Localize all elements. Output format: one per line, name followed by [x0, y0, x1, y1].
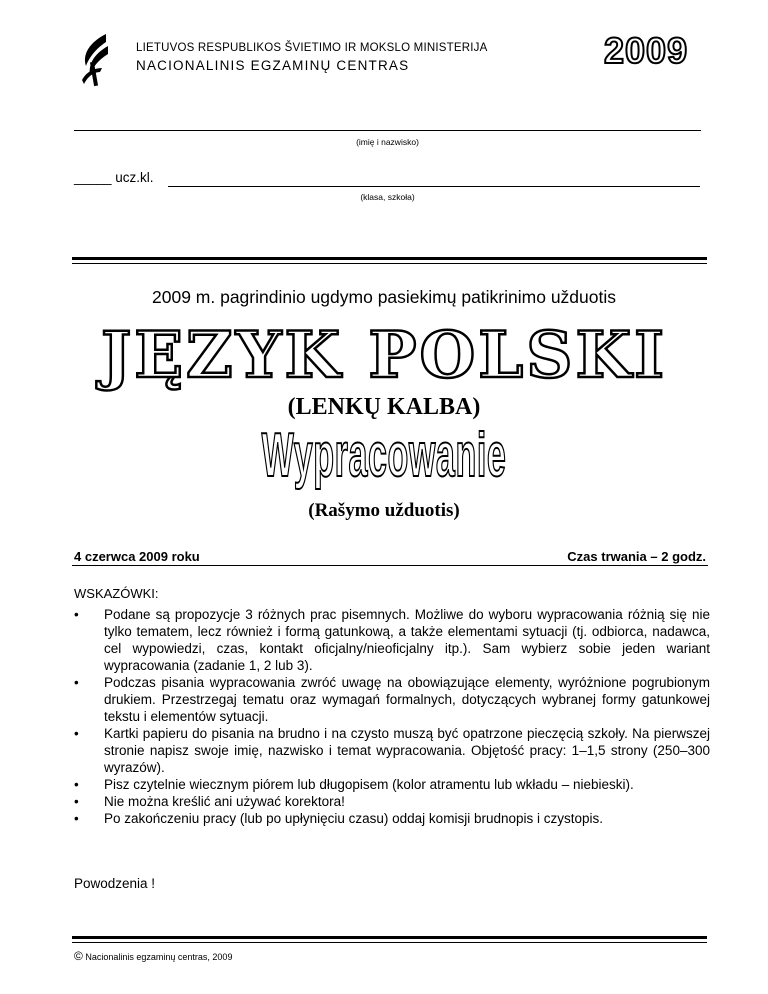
exam-subtitle: 2009 m. pagrindinio ugdymo pasiekimų patikrinimo užduotis: [152, 287, 616, 307]
class-prefix: _____ ucz.kl.: [74, 170, 154, 185]
task-type-lithuanian: (Rašymo užduotis): [308, 500, 460, 521]
bullet-icon: •: [74, 777, 79, 792]
class-line: [168, 186, 700, 187]
copyright: [74, 949, 232, 963]
ministry-name: LIETUVOS RESPUBLIKOS ŠVIETIMO IR MOKSLO MINISTERIJA: [136, 42, 488, 54]
exam-date: 4 czerwca 2009 roku: [74, 549, 200, 564]
list-item: • Nie można kreślić ani używać korektora!: [74, 794, 345, 809]
footer-divider: [72, 936, 707, 939]
bullet-icon: •: [74, 675, 79, 690]
divider-thin: [72, 263, 707, 264]
closing-text: Powodzenia !: [74, 876, 156, 891]
exam-center-name: NACIONALINIS EGZAMINŲ CENTRAS: [136, 58, 410, 73]
bullet-icon: •: [74, 607, 79, 622]
exam-duration: Czas trwania – 2 godz.: [567, 549, 706, 564]
name-line: [74, 130, 701, 131]
exam-year: 2009: [604, 30, 689, 71]
instructions-heading: WSKAZÓWKI:: [74, 586, 159, 601]
subject-lithuanian: (LENKŲ KALBA): [287, 394, 481, 420]
divider: [72, 257, 707, 260]
footer-divider-thin: [72, 942, 707, 943]
nec-logo: [76, 32, 116, 88]
subject-title: JĘZYK POLSKI: [100, 318, 668, 393]
list-item: • Podane są propozycje 3 różnych prac pisemnych. Możliwe do wyboru wypracowania różnią się nie tylko tematem, lecz również i formą gatunkową, a także elementami sytuacji (tj. odbiorca, nadawca, cel wypowiedzi, czas, kontakt oficjalny/nieoficjalny itp.). Sam wybierz sobie jeden wariant wypracowania (zadanie 1, 2 lub 3).: [74, 607, 710, 673]
copyright-text: Nacionalinis egzaminų centras, 2009: [85, 952, 233, 962]
bullet-icon: •: [74, 726, 79, 741]
instructions-list: [74, 606, 710, 827]
date-divider: [72, 565, 708, 566]
class-label: (klasa, szkoła): [360, 192, 415, 202]
list-item: • Kartki papieru do pisania na brudno i na czysto muszą być opatrzone pieczęcią szkoły. Na pierwszej stronie napisz swoje imię, nazwisko i temat wypracowania. Objętość pracy: 1–1,5 strony (250–300 wyrazów).: [74, 726, 710, 775]
bullet-icon: •: [74, 794, 79, 809]
task-type-title: Wypracowanie: [261, 421, 507, 490]
bullet-icon: •: [74, 811, 79, 826]
list-item: • Po zakończeniu pracy (lub po upłynięciu czasu) oddaj komisji brudnopis i czystopis.: [74, 811, 603, 826]
name-label: (imię i nazwisko): [356, 137, 419, 147]
list-item: • Pisz czytelnie wiecznym piórem lub długopisem (kolor atramentu lub wkładu – niebieski).: [74, 777, 634, 792]
copyright-icon: ©: [74, 949, 83, 963]
list-item: • Podczas pisania wypracowania zwróć uwagę na obowiązujące elementy, wyróżnione pogrubionym drukiem. Przestrzegaj tematu oraz wymagań formalnych, dotyczących wybranej formy gatunkowej tekstu i elementów sytuacji.: [74, 675, 710, 724]
